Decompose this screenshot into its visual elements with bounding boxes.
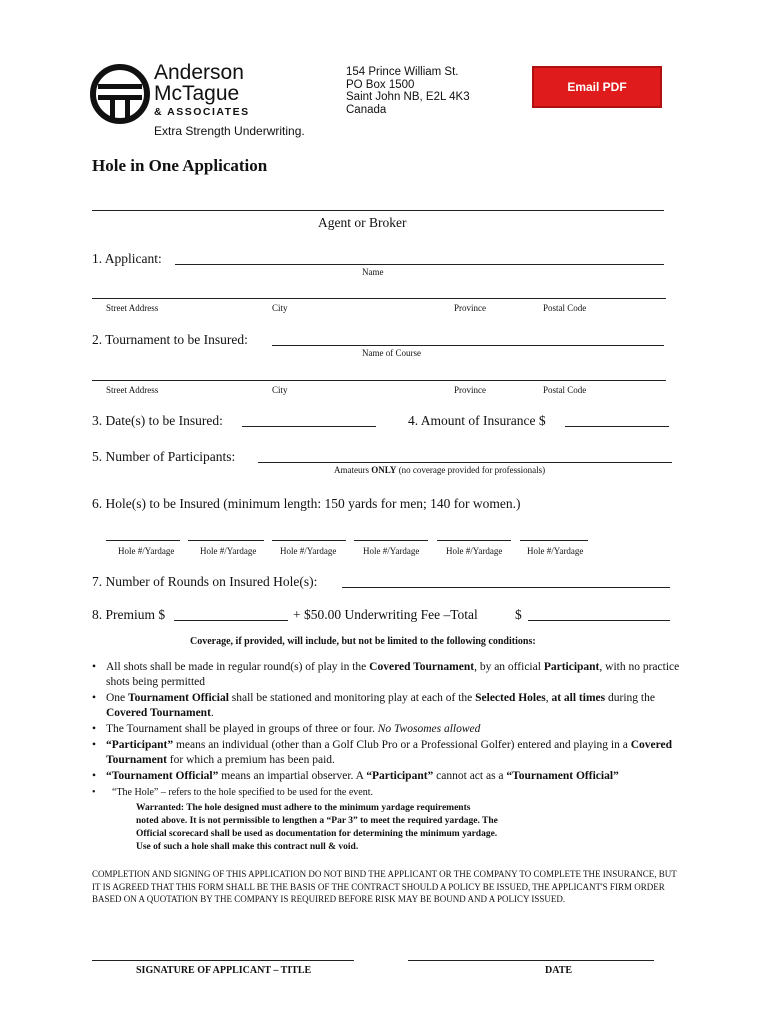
street-label: Street Address	[106, 303, 159, 313]
text: cannot act as a	[433, 770, 507, 782]
underwriting-fee: + $50.00 Underwriting Fee –Total	[293, 607, 478, 622]
tournament-address-field[interactable]	[92, 380, 666, 381]
warranted-line: Warranted: The hole designed must adhere to the minimum yardage requirements	[136, 803, 471, 813]
text: Covered Tournament	[106, 707, 211, 719]
province-label: Province	[454, 303, 486, 313]
text: Covered Tournament	[106, 739, 673, 766]
agent-field[interactable]	[92, 210, 664, 211]
company-name-2: McTague	[154, 82, 240, 105]
text: No Twosomes allowed	[377, 723, 481, 735]
hole-field-1[interactable]	[106, 540, 180, 541]
email-pdf-button[interactable]: Email PDF	[532, 66, 662, 108]
agent-label: Agent or Broker	[318, 215, 407, 230]
city-label: City	[272, 303, 288, 313]
text: “The Hole” – refers to the hole specified to be used for the event.	[112, 787, 374, 798]
rounds-field[interactable]	[342, 587, 670, 588]
total-dollar: $	[515, 607, 522, 622]
text: Covered Tournament	[369, 661, 475, 673]
name-sublabel: Name	[362, 267, 384, 277]
dates-field[interactable]	[242, 426, 376, 427]
company-logo-icon	[88, 62, 152, 126]
q8-label: 8. Premium $	[92, 607, 166, 622]
hole-field-5[interactable]	[437, 540, 511, 541]
coverage-heading: Coverage, if provided, will include, but not be limited to the following conditions:	[190, 636, 536, 647]
list-item	[92, 722, 692, 737]
date-field[interactable]	[408, 960, 654, 961]
list-item	[92, 769, 692, 784]
text: during the	[605, 692, 655, 704]
q2-label: 2. Tournament to be Insured:	[92, 332, 248, 347]
total-field[interactable]	[528, 620, 670, 621]
signature-field[interactable]	[92, 960, 354, 961]
warranted-line: noted above. It is not permissible to lengthen a “Par 3” to meet the required yardage. The	[136, 816, 498, 826]
hole-label-1: Hole #/Yardage	[118, 546, 175, 556]
text: means an impartial observer. A	[218, 770, 367, 782]
text: ,	[545, 692, 552, 704]
amateurs-post: (no coverage provided for professionals)	[396, 465, 546, 475]
text: .	[210, 707, 214, 719]
text: shall be stationed and monitoring play at each of the	[228, 692, 476, 704]
hole-field-2[interactable]	[188, 540, 264, 541]
hole-label-4: Hole #/Yardage	[363, 546, 420, 556]
amateurs-note	[334, 465, 545, 475]
text: Participant	[543, 661, 600, 673]
q1-label: 1. Applicant:	[92, 251, 162, 266]
company-tagline: Extra Strength Underwriting.	[154, 124, 305, 138]
date-label: DATE	[545, 965, 573, 976]
company-name-1: Anderson	[154, 61, 244, 84]
list-item	[92, 785, 692, 800]
city-label-2: City	[272, 385, 288, 395]
company-name-3: & ASSOCIATES	[154, 106, 250, 118]
q3-label: 3. Date(s) to be Insured:	[92, 413, 223, 428]
street-label-2: Street Address	[106, 385, 159, 395]
text: means an individual (other than a Golf Club Pro or a Professional Golfer) entered and playing in a	[173, 739, 631, 751]
text: for which a premium has been paid.	[166, 754, 335, 766]
company-address	[346, 66, 470, 116]
tournament-name-field[interactable]	[272, 345, 664, 346]
text: One	[106, 692, 129, 704]
signature-label: SIGNATURE OF APPLICANT – TITLE	[136, 965, 312, 976]
postal-label-2: Postal Code	[543, 385, 587, 395]
text: All shots shall be made in regular round(s) of play in the	[106, 661, 370, 673]
applicant-name-field[interactable]	[175, 264, 664, 265]
text: “Participant”	[366, 770, 434, 782]
address-line: Canada	[346, 103, 387, 116]
text: Tournament Official	[128, 692, 229, 704]
hole-label-5: Hole #/Yardage	[446, 546, 503, 556]
text: , with no practice shots being permitted	[106, 661, 680, 688]
hole-label-2: Hole #/Yardage	[200, 546, 257, 556]
postal-label: Postal Code	[543, 303, 587, 313]
q6-label: 6. Hole(s) to be Insured (minimum length: 150 yards for men; 140 for women.)	[92, 496, 521, 511]
address-line: Saint John NB, E2L 4K3	[346, 91, 470, 103]
page-title: Hole in One Application	[92, 156, 268, 175]
list-item	[92, 738, 692, 768]
warranted-line: Official scorecard shall be used as documentation for determining the minimum yardage.	[136, 829, 498, 839]
hole-field-6[interactable]	[520, 540, 588, 541]
course-sublabel: Name of Course	[362, 348, 421, 358]
hole-label-6: Hole #/Yardage	[527, 546, 584, 556]
text: The Tournament shall be played in groups of three or four.	[106, 723, 378, 735]
conditions-list	[92, 660, 692, 800]
list-item	[92, 660, 692, 690]
hole-field-4[interactable]	[354, 540, 428, 541]
text: “Tournament Official”	[106, 770, 219, 782]
amount-field[interactable]	[565, 426, 669, 427]
address-line: PO Box 1500	[346, 78, 415, 91]
province-label-2: Province	[454, 385, 486, 395]
hole-label-3: Hole #/Yardage	[280, 546, 337, 556]
premium-field[interactable]	[174, 620, 288, 621]
disclaimer: COMPLETION AND SIGNING OF THIS APPLICATION DO NOT BIND THE APPLICANT OR THE COMPANY TO COMPLETE THE INSURANCE, BUT IT IS AGREED THAT THIS FORM SHALL BE THE BASIS OF THE CONTRACT SHOULD A POLICY BE ISSUED, THE APPLICANT'S FIRM ORDER BASED ON A QUOTATION BY THE COMPANY IS REQUIRED BEFORE RISK MAY BE BOUND AND A POLICY ISSUED.	[92, 869, 677, 904]
amateurs-pre: Amateurs	[334, 465, 372, 475]
list-item	[92, 691, 692, 721]
applicant-address-field[interactable]	[92, 298, 666, 299]
text: “Tournament Official”	[506, 770, 619, 782]
text: , by an official	[474, 661, 544, 673]
warranted-block	[136, 802, 498, 854]
q4-label: 4. Amount of Insurance $	[408, 413, 546, 428]
q5-label: 5. Number of Participants:	[92, 449, 236, 464]
hole-field-3[interactable]	[272, 540, 346, 541]
amateurs-only: ONLY	[371, 465, 397, 475]
warranted-line: Use of such a hole shall make this contract null & void.	[136, 842, 359, 852]
q7-label: 7. Number of Rounds on Insured Hole(s):	[92, 574, 318, 589]
address-line: 154 Prince William St.	[346, 66, 459, 78]
text: “Participant”	[106, 739, 174, 751]
participants-field[interactable]	[258, 462, 672, 463]
text: Selected Holes	[475, 692, 546, 704]
text: at all times	[551, 692, 606, 704]
